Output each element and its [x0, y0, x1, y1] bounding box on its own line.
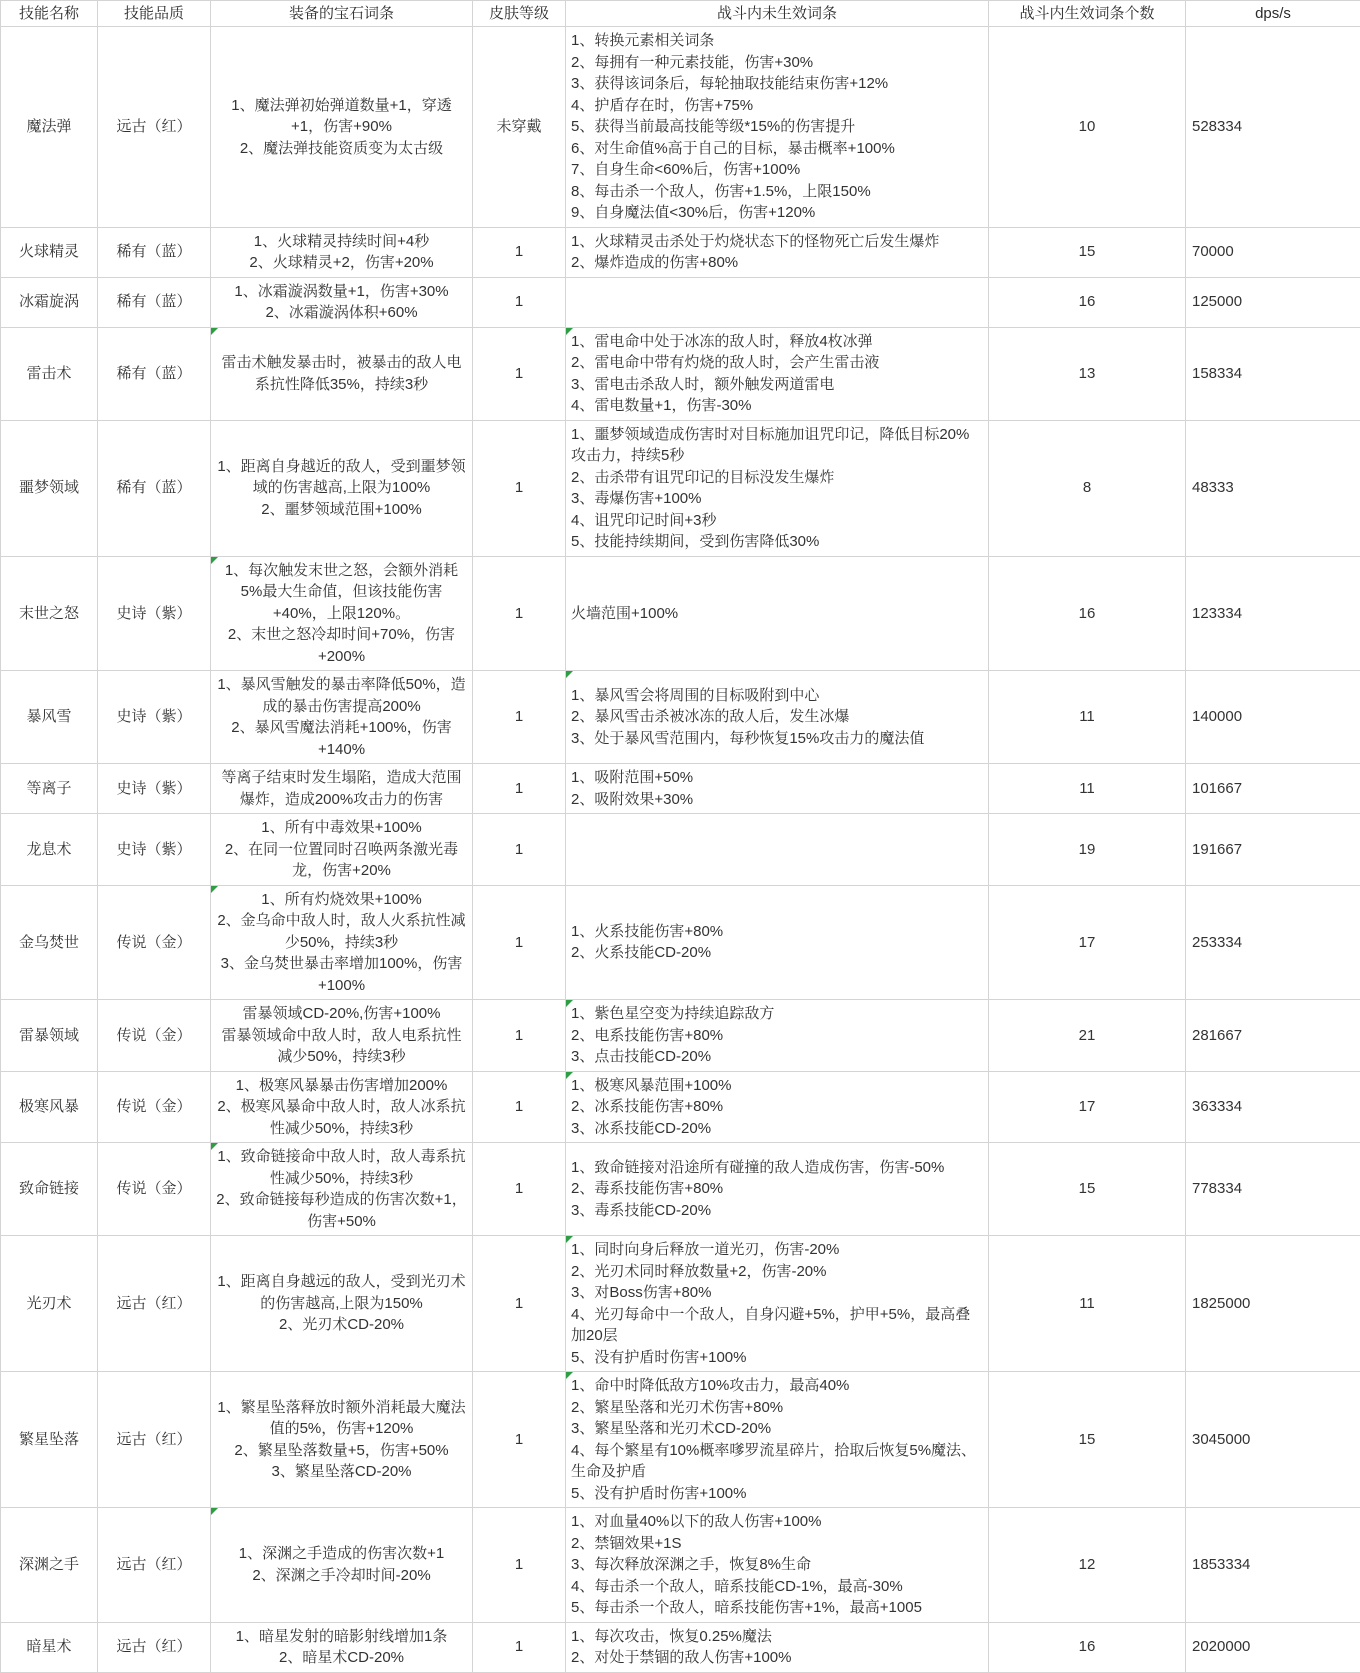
cell-skill-quality[interactable]: 稀有（蓝） — [98, 277, 211, 327]
entry-text: 2、冰系技能伤害+80% — [571, 1096, 984, 1118]
cell-dps[interactable]: 48333 — [1186, 420, 1360, 556]
cell-gem-entries[interactable] — [211, 227, 473, 277]
entry-text: 1、火球精灵持续时间+4秒 — [216, 231, 467, 253]
entry-text: 3、毒爆伤害+100% — [571, 488, 984, 510]
entry-text: 1、致命链接对沿途所有碰撞的敌人造成伤害，伤害-50% — [571, 1157, 984, 1179]
cell-gem-entries[interactable] — [211, 1000, 473, 1072]
cell-corner-flag-icon — [211, 886, 218, 893]
cell-skill-quality[interactable]: 远古（红） — [98, 27, 211, 228]
entry-text: 2、禁锢效果+1S — [571, 1533, 984, 1555]
entry-text: 1、紫色星空变为持续追踪敌方 — [571, 1003, 984, 1025]
cell-skill-name[interactable]: 繁星坠落 — [1, 1372, 98, 1508]
cell-skin-level[interactable]: 1 — [473, 1508, 566, 1623]
cell-inactive-entries[interactable] — [566, 1622, 989, 1672]
entry-text: 2、深渊之手冷却时间-20% — [216, 1565, 467, 1587]
cell-skill-name[interactable]: 暴风雪 — [1, 671, 98, 764]
cell-gem-entries[interactable] — [211, 1508, 473, 1623]
cell-skin-level[interactable]: 1 — [473, 764, 566, 814]
cell-corner-flag-icon — [566, 1000, 573, 1007]
entry-text: 2、击杀带有诅咒印记的目标没发生爆炸 — [571, 467, 984, 489]
header-gem-entries[interactable]: 装备的宝石词条 — [211, 1, 473, 27]
cell-skill-quality[interactable]: 稀有（蓝） — [98, 420, 211, 556]
entry-text: 2、末世之怒冷却时间+70%，伤害+200% — [216, 624, 467, 667]
cell-inactive-entries[interactable] — [566, 420, 989, 556]
entry-text: 4、光刃每命中一个敌人，自身闪避+5%，护甲+5%，最高叠加20层 — [571, 1304, 984, 1347]
entry-text: 雷暴领域CD-20%,伤害+100% — [216, 1003, 467, 1025]
entry-text: 2、雷电命中带有灼烧的敌人时，会产生雷击液 — [571, 352, 984, 374]
cell-dps[interactable]: 1853334 — [1186, 1508, 1360, 1623]
entry-text: 5、每击杀一个敌人，暗系技能伤害+1%，最高+1005 — [571, 1597, 984, 1619]
entry-text: 5、获得当前最高技能等级*15%的伤害提升 — [571, 116, 984, 138]
cell-gem-entries[interactable] — [211, 27, 473, 228]
cell-gem-entries[interactable] — [211, 1143, 473, 1236]
cell-inactive-entries[interactable] — [566, 27, 989, 228]
entry-text: 1、火系技能伤害+80% — [571, 921, 984, 943]
cell-inactive-entries[interactable] — [566, 764, 989, 814]
cell-active-entry-count[interactable]: 13 — [989, 327, 1186, 420]
entry-text: 3、获得该词条后，每轮抽取技能结束伤害+12% — [571, 73, 984, 95]
entry-text: 火墙范围+100% — [571, 603, 984, 625]
cell-inactive-entries[interactable] — [566, 327, 989, 420]
entry-text: 2、每拥有一种元素技能，伤害+30% — [571, 52, 984, 74]
entry-text: 1、对血量40%以下的敌人伤害+100% — [571, 1511, 984, 1533]
cell-skill-name[interactable]: 等离子 — [1, 764, 98, 814]
cell-skill-name[interactable]: 末世之怒 — [1, 556, 98, 671]
entry-text: 1、每次攻击，恢复0.25%魔法 — [571, 1626, 984, 1648]
cell-skill-name[interactable]: 噩梦领域 — [1, 420, 98, 556]
cell-skill-name[interactable]: 魔法弹 — [1, 27, 98, 228]
table-row — [1, 27, 1360, 228]
cell-gem-entries[interactable] — [211, 1622, 473, 1672]
cell-skill-quality[interactable]: 传说（金） — [98, 1000, 211, 1072]
cell-skill-quality[interactable]: 远古（红） — [98, 1622, 211, 1672]
cell-active-entry-count[interactable]: 11 — [989, 764, 1186, 814]
entry-text: 3、金乌焚世暴击率增加100%，伤害+100% — [216, 953, 467, 996]
entry-text: 4、每个繁星有10%概率嗲罗流星碎片，拾取后恢复5%魔法、生命及护盾 — [571, 1440, 984, 1483]
cell-dps[interactable]: 123334 — [1186, 556, 1360, 671]
entry-text: 5、技能持续期间，受到伤害降低30% — [571, 531, 984, 553]
entry-text: 2、对处于禁锢的敌人伤害+100% — [571, 1647, 984, 1669]
cell-dps[interactable]: 281667 — [1186, 1000, 1360, 1072]
cell-inactive-entries[interactable] — [566, 1071, 989, 1143]
table-row — [1, 814, 1360, 886]
cell-active-entry-count[interactable]: 8 — [989, 420, 1186, 556]
cell-gem-entries[interactable] — [211, 671, 473, 764]
cell-inactive-entries[interactable] — [566, 1000, 989, 1072]
header-skill-quality[interactable]: 技能品质 — [98, 1, 211, 27]
entry-text: 1、冰霜漩涡数量+1，伤害+30% — [216, 281, 467, 303]
entry-text: 1、致命链接命中敌人时，敌人毒系抗性减少50%，持续3秒 — [216, 1146, 467, 1189]
header-row — [1, 1, 1360, 27]
cell-inactive-entries[interactable] — [566, 1143, 989, 1236]
entry-text: 3、雷电击杀敌人时，额外触发两道雷电 — [571, 374, 984, 396]
entry-text: 4、护盾存在时，伤害+75% — [571, 95, 984, 117]
entry-text: 2、金乌命中敌人时，敌人火系抗性减少50%，持续3秒 — [216, 910, 467, 953]
entry-text: 1、所有灼烧效果+100% — [216, 889, 467, 911]
entry-text: 2、电系技能伤害+80% — [571, 1025, 984, 1047]
cell-dps[interactable]: 253334 — [1186, 885, 1360, 1000]
entry-text: 2、光刃术同时释放数量+2，伤害-20% — [571, 1261, 984, 1283]
entry-text: 2、毒系技能伤害+80% — [571, 1178, 984, 1200]
cell-dps[interactable]: 778334 — [1186, 1143, 1360, 1236]
table-row — [1, 885, 1360, 1000]
cell-skill-quality[interactable]: 史诗（紫） — [98, 814, 211, 886]
entry-text: 1、雷电命中处于冰冻的敌人时，释放4枚冰弹 — [571, 331, 984, 353]
cell-skill-quality[interactable]: 远古（红） — [98, 1236, 211, 1372]
entry-text: 1、命中时降低敌方10%攻击力，最高40% — [571, 1375, 984, 1397]
entry-text: 1、繁星坠落释放时额外消耗最大魔法值的5%，伤害+120% — [216, 1397, 467, 1440]
cell-corner-flag-icon — [211, 1143, 218, 1150]
entry-text: 2、繁星坠落数量+5，伤害+50% — [216, 1440, 467, 1462]
entry-text: 3、繁星坠落CD-20% — [216, 1461, 467, 1483]
table-row — [1, 1071, 1360, 1143]
entry-text: 1、所有中毒效果+100% — [216, 817, 467, 839]
entry-text: 等离子结束时发生塌陷，造成大范围爆炸，造成200%攻击力的伤害 — [216, 767, 467, 810]
cell-skin-level[interactable]: 1 — [473, 1622, 566, 1672]
cell-skill-name[interactable]: 火球精灵 — [1, 227, 98, 277]
entry-text: 2、爆炸造成的伤害+80% — [571, 252, 984, 274]
cell-skill-name[interactable]: 冰霜旋涡 — [1, 277, 98, 327]
cell-dps[interactable]: 191667 — [1186, 814, 1360, 886]
entry-text: 1、每次触发末世之怒，会额外消耗5%最大生命值，但该技能伤害+40%，上限120%。 — [216, 560, 467, 625]
cell-active-entry-count[interactable]: 17 — [989, 1071, 1186, 1143]
table-row — [1, 327, 1360, 420]
entry-text: 2、暴风雪击杀被冰冻的敌人后，发生冰爆 — [571, 706, 984, 728]
entry-text: 1、距离自身越远的敌人，受到光刃术的伤害越高,上限为150% — [216, 1271, 467, 1314]
cell-skin-level[interactable]: 1 — [473, 885, 566, 1000]
cell-active-entry-count[interactable]: 15 — [989, 1372, 1186, 1508]
entry-text: 1、同时向身后释放一道光刃，伤害-20% — [571, 1239, 984, 1261]
entry-text: 5、没有护盾时伤害+100% — [571, 1483, 984, 1505]
table-row — [1, 277, 1360, 327]
cell-active-entry-count[interactable]: 15 — [989, 227, 1186, 277]
cell-skin-level[interactable]: 1 — [473, 556, 566, 671]
table-row — [1, 1236, 1360, 1372]
cell-active-entry-count[interactable]: 11 — [989, 671, 1186, 764]
cell-skin-level[interactable]: 1 — [473, 1372, 566, 1508]
cell-active-entry-count[interactable]: 11 — [989, 1236, 1186, 1372]
cell-dps[interactable]: 2020000 — [1186, 1622, 1360, 1672]
entry-text: 1、吸附范围+50% — [571, 767, 984, 789]
cell-inactive-entries[interactable] — [566, 814, 989, 886]
table-body — [1, 27, 1360, 1673]
cell-active-entry-count[interactable]: 19 — [989, 814, 1186, 886]
cell-skill-quality[interactable]: 传说（金） — [98, 1143, 211, 1236]
cell-active-entry-count[interactable]: 10 — [989, 27, 1186, 228]
entry-text: 3、点击技能CD-20% — [571, 1046, 984, 1068]
cell-active-entry-count[interactable]: 16 — [989, 1622, 1186, 1672]
cell-gem-entries[interactable] — [211, 420, 473, 556]
entry-text: 1、距离自身越近的敌人，受到噩梦领域的伤害越高,上限为100% — [216, 456, 467, 499]
entry-text: 3、每次释放深渊之手，恢复8%生命 — [571, 1554, 984, 1576]
entry-text: 7、自身生命<60%后，伤害+100% — [571, 159, 984, 181]
entry-text: 3、处于暴风雪范围内，每秒恢复15%攻击力的魔法值 — [571, 728, 984, 750]
entry-text: 1、极寒风暴暴击伤害增加200% — [216, 1075, 467, 1097]
cell-corner-flag-icon — [566, 1372, 573, 1379]
cell-active-entry-count[interactable]: 21 — [989, 1000, 1186, 1072]
entry-text: 4、每击杀一个敌人，暗系技能CD-1%，最高-30% — [571, 1576, 984, 1598]
entry-text: 2、在同一位置同时召唤两条激光毒龙，伤害+20% — [216, 839, 467, 882]
entry-text: 2、魔法弹技能资质变为太古级 — [216, 138, 467, 160]
cell-skill-quality[interactable]: 史诗（紫） — [98, 556, 211, 671]
table-row — [1, 420, 1360, 556]
entry-text: 4、雷电数量+1，伤害-30% — [571, 395, 984, 417]
entry-text: 4、诅咒印记时间+3秒 — [571, 510, 984, 532]
cell-active-entry-count[interactable]: 16 — [989, 277, 1186, 327]
cell-dps[interactable]: 1825000 — [1186, 1236, 1360, 1372]
entry-text: 2、吸附效果+30% — [571, 789, 984, 811]
cell-skin-level[interactable]: 1 — [473, 420, 566, 556]
entry-text: 雷击术触发暴击时，被暴击的敌人电系抗性降低35%，持续3秒 — [216, 352, 467, 395]
cell-inactive-entries[interactable] — [566, 671, 989, 764]
cell-gem-entries[interactable] — [211, 764, 473, 814]
cell-skill-quality[interactable]: 稀有（蓝） — [98, 327, 211, 420]
cell-corner-flag-icon — [566, 328, 573, 335]
cell-skin-level[interactable]: 1 — [473, 671, 566, 764]
cell-corner-flag-icon — [566, 1072, 573, 1079]
cell-skill-quality[interactable]: 稀有（蓝） — [98, 227, 211, 277]
cell-active-entry-count[interactable]: 16 — [989, 556, 1186, 671]
entry-text: 2、冰霜漩涡体积+60% — [216, 302, 467, 324]
cell-skill-name[interactable]: 深渊之手 — [1, 1508, 98, 1623]
cell-inactive-entries[interactable] — [566, 1508, 989, 1623]
entry-text: 8、每击杀一个敌人，伤害+1.5%，上限150% — [571, 181, 984, 203]
entry-text: 1、深渊之手造成的伤害次数+1 — [216, 1543, 467, 1565]
cell-dps[interactable]: 101667 — [1186, 764, 1360, 814]
cell-inactive-entries[interactable] — [566, 885, 989, 1000]
entry-text: 1、极寒风暴范围+100% — [571, 1075, 984, 1097]
entry-text: 6、对生命值%高于自己的目标，暴击概率+100% — [571, 138, 984, 160]
entry-text: 2、繁星坠落和光刃术伤害+80% — [571, 1397, 984, 1419]
cell-inactive-entries[interactable] — [566, 1236, 989, 1372]
cell-gem-entries[interactable] — [211, 814, 473, 886]
cell-skill-name[interactable]: 光刃术 — [1, 1236, 98, 1372]
cell-skill-name[interactable]: 暗星术 — [1, 1622, 98, 1672]
cell-skill-quality[interactable]: 史诗（紫） — [98, 671, 211, 764]
cell-inactive-entries[interactable] — [566, 227, 989, 277]
cell-skin-level[interactable]: 1 — [473, 814, 566, 886]
cell-gem-entries[interactable] — [211, 1236, 473, 1372]
cell-skin-level[interactable]: 1 — [473, 1236, 566, 1372]
entry-text: 1、暴风雪触发的暴击率降低50%，造成的暴击伤害提高200% — [216, 674, 467, 717]
header-skin-level[interactable]: 皮肤等级 — [473, 1, 566, 27]
header-skill-name[interactable]: 技能名称 — [1, 1, 98, 27]
entry-text: 2、火球精灵+2，伤害+20% — [216, 252, 467, 274]
cell-inactive-entries[interactable] — [566, 556, 989, 671]
cell-active-entry-count[interactable]: 17 — [989, 885, 1186, 1000]
cell-skin-level[interactable]: 1 — [473, 327, 566, 420]
entry-text: 3、繁星坠落和光刃术CD-20% — [571, 1418, 984, 1440]
cell-gem-entries[interactable] — [211, 327, 473, 420]
cell-skin-level[interactable]: 1 — [473, 1071, 566, 1143]
table-row — [1, 671, 1360, 764]
cell-dps[interactable]: 3045000 — [1186, 1372, 1360, 1508]
cell-gem-entries[interactable] — [211, 885, 473, 1000]
entry-text: 2、暗星术CD-20% — [216, 1647, 467, 1669]
cell-dps[interactable]: 528334 — [1186, 27, 1360, 228]
cell-active-entry-count[interactable]: 15 — [989, 1143, 1186, 1236]
cell-dps[interactable]: 140000 — [1186, 671, 1360, 764]
entry-text: 雷暴领域命中敌人时，敌人电系抗性减少50%，持续3秒 — [216, 1025, 467, 1068]
entry-text: 2、极寒风暴命中敌人时，敌人冰系抗性减少50%，持续3秒 — [216, 1096, 467, 1139]
cell-corner-flag-icon — [211, 1508, 218, 1515]
cell-skin-level[interactable]: 1 — [473, 1143, 566, 1236]
table-row — [1, 1372, 1360, 1508]
entry-text: 9、自身魔法值<30%后，伤害+120% — [571, 202, 984, 224]
entry-text: 1、火球精灵击杀处于灼烧状态下的怪物死亡后发生爆炸 — [571, 231, 984, 253]
cell-active-entry-count[interactable]: 12 — [989, 1508, 1186, 1623]
header-inactive-entries[interactable]: 战斗内未生效词条 — [566, 1, 989, 27]
cell-skin-level[interactable]: 1 — [473, 227, 566, 277]
cell-gem-entries[interactable] — [211, 1372, 473, 1508]
table-row — [1, 1143, 1360, 1236]
entry-text: 2、噩梦领域范围+100% — [216, 499, 467, 521]
cell-gem-entries[interactable] — [211, 277, 473, 327]
cell-skin-level[interactable]: 1 — [473, 277, 566, 327]
cell-corner-flag-icon — [566, 1236, 573, 1243]
cell-corner-flag-icon — [566, 671, 573, 678]
table-row — [1, 227, 1360, 277]
cell-skin-level[interactable]: 1 — [473, 1000, 566, 1072]
header-dps[interactable]: dps/s — [1186, 1, 1360, 27]
table-row — [1, 1000, 1360, 1072]
entry-text: 3、冰系技能CD-20% — [571, 1118, 984, 1140]
cell-dps[interactable]: 70000 — [1186, 227, 1360, 277]
entry-text: 1、魔法弹初始弹道数量+1，穿透+1，伤害+90% — [216, 95, 467, 138]
cell-skill-quality[interactable]: 远古（红） — [98, 1372, 211, 1508]
cell-corner-flag-icon — [211, 557, 218, 564]
entry-text: 2、火系技能CD-20% — [571, 942, 984, 964]
table-row — [1, 1622, 1360, 1672]
cell-corner-flag-icon — [211, 328, 218, 335]
cell-inactive-entries[interactable] — [566, 277, 989, 327]
cell-skill-name[interactable]: 雷暴领域 — [1, 1000, 98, 1072]
entry-text: 5、没有护盾时伤害+100% — [571, 1347, 984, 1369]
table-row — [1, 1508, 1360, 1623]
cell-skill-quality[interactable]: 传说（金） — [98, 885, 211, 1000]
cell-inactive-entries[interactable] — [566, 1372, 989, 1508]
entry-text: 2、致命链接每秒造成的伤害次数+1，伤害+50% — [216, 1189, 467, 1232]
cell-gem-entries[interactable] — [211, 1071, 473, 1143]
cell-skin-level[interactable]: 未穿戴 — [473, 27, 566, 228]
table-header — [1, 1, 1360, 27]
table-row — [1, 764, 1360, 814]
entry-text: 2、暴风雪魔法消耗+100%，伤害+140% — [216, 717, 467, 760]
cell-skill-name[interactable]: 金乌焚世 — [1, 885, 98, 1000]
entry-text: 1、暴风雪会将周围的目标吸附到中心 — [571, 685, 984, 707]
table-row — [1, 556, 1360, 671]
cell-skill-name[interactable]: 龙息术 — [1, 814, 98, 886]
entry-text: 2、光刃术CD-20% — [216, 1314, 467, 1336]
cell-skill-name[interactable]: 极寒风暴 — [1, 1071, 98, 1143]
entry-text: 3、毒系技能CD-20% — [571, 1200, 984, 1222]
cell-skill-quality[interactable]: 传说（金） — [98, 1071, 211, 1143]
cell-skill-quality[interactable]: 远古（红） — [98, 1508, 211, 1623]
cell-skill-name[interactable]: 雷击术 — [1, 327, 98, 420]
cell-dps[interactable]: 158334 — [1186, 327, 1360, 420]
entry-text: 3、对Boss伤害+80% — [571, 1282, 984, 1304]
cell-skill-quality[interactable]: 史诗（紫） — [98, 764, 211, 814]
entry-text: 1、转换元素相关词条 — [571, 30, 984, 52]
cell-skill-name[interactable]: 致命链接 — [1, 1143, 98, 1236]
header-active-entry-count[interactable]: 战斗内生效词条个数 — [989, 1, 1186, 27]
cell-gem-entries[interactable] — [211, 556, 473, 671]
entry-text: 1、暗星发射的暗影射线增加1条 — [216, 1626, 467, 1648]
cell-dps[interactable]: 363334 — [1186, 1071, 1360, 1143]
cell-dps[interactable]: 125000 — [1186, 277, 1360, 327]
entry-text: 1、噩梦领域造成伤害时对目标施加诅咒印记，降低目标20%攻击力，持续5秒 — [571, 424, 984, 467]
